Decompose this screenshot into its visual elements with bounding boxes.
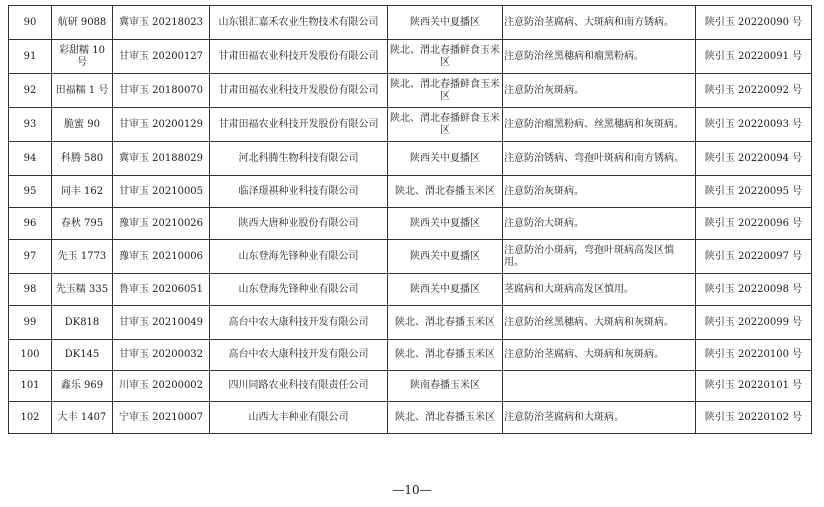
approval-number-cell: 甘审玉 20200129 (113, 108, 210, 142)
row-number-cell: 90 (9, 6, 52, 40)
variety-name-cell: 彩甜糯 10 号 (52, 40, 113, 74)
introduction-number-cell: 陕引玉 20220093 号 (696, 108, 812, 142)
table-row (9, 306, 812, 340)
approval-number-cell: 宁审玉 20210007 (113, 402, 210, 434)
table-row (9, 40, 812, 74)
introduction-number-cell: 陕引玉 20220090 号 (696, 6, 812, 40)
applicant-company-cell: 河北科腾生物科技有限公司 (210, 142, 388, 176)
variety-name-cell: 田福糯 1 号 (52, 74, 113, 108)
row-number-cell: 100 (9, 340, 52, 371)
row-number-cell: 99 (9, 306, 52, 340)
suitable-region-cell: 陕北、渭北春播玉米区 (388, 340, 503, 371)
cultivation-note-cell: 注意防治茎腐病和大斑病。 (503, 402, 696, 434)
suitable-region-cell: 陕南春播玉米区 (388, 371, 503, 402)
table-row (9, 340, 812, 371)
introduction-number-cell: 陕引玉 20220094 号 (696, 142, 812, 176)
variety-name-cell: DK818 (52, 306, 113, 340)
page-number: —10— (392, 483, 432, 497)
approval-number-cell: 豫审玉 20210006 (113, 240, 210, 274)
introduction-number-cell: 陕引玉 20220096 号 (696, 208, 812, 240)
suitable-region-cell: 陕北、渭北春播鲜食玉米区 (388, 74, 503, 108)
approval-number-cell: 川审玉 20200002 (113, 371, 210, 402)
row-number-cell: 96 (9, 208, 52, 240)
applicant-company-cell: 山东登海先锋种业有限公司 (210, 274, 388, 306)
approval-number-cell: 豫审玉 20210026 (113, 208, 210, 240)
table-row (9, 371, 812, 402)
suitable-region-cell: 陕北、渭北春播鲜食玉米区 (388, 108, 503, 142)
applicant-company-cell: 高台中农大康科技开发有限公司 (210, 306, 388, 340)
row-number-cell: 98 (9, 274, 52, 306)
variety-name-cell: 脆蜜 90 (52, 108, 113, 142)
applicant-company-cell: 四川同路农业科技有限责任公司 (210, 371, 388, 402)
cultivation-note-cell: 茎腐病和大斑病高发区慎用。 (503, 274, 696, 306)
introduction-number-cell: 陕引玉 20220097 号 (696, 240, 812, 274)
suitable-region-cell: 陕北、渭北春播玉米区 (388, 306, 503, 340)
applicant-company-cell: 高台中农大康科技开发有限公司 (210, 340, 388, 371)
introduction-number-cell: 陕引玉 20220092 号 (696, 74, 812, 108)
approval-number-cell: 甘审玉 20200032 (113, 340, 210, 371)
applicant-company-cell: 临泽璟祺种业科技有限公司 (210, 176, 388, 208)
cultivation-note-cell: 注意防治小斑病，弯孢叶斑病高发区慎用。 (503, 240, 696, 274)
row-number-cell: 97 (9, 240, 52, 274)
applicant-company-cell: 山东登海先锋种业有限公司 (210, 240, 388, 274)
cultivation-note-cell: 注意防治丝黑穗病和瘤黑粉病。 (503, 40, 696, 74)
cultivation-note-cell: 注意防治茎腐病、大斑病和灰斑病。 (503, 340, 696, 371)
cultivation-note-cell (503, 371, 696, 402)
variety-name-cell: 同丰 162 (52, 176, 113, 208)
approval-number-cell: 鲁审玉 20206051 (113, 274, 210, 306)
approval-number-cell: 冀审玉 20188029 (113, 142, 210, 176)
variety-name-cell: 大丰 1407 (52, 402, 113, 434)
introduction-number-cell: 陕引玉 20220091 号 (696, 40, 812, 74)
row-number-cell: 93 (9, 108, 52, 142)
approval-number-cell: 冀审玉 20218023 (113, 6, 210, 40)
approval-number-cell: 甘审玉 20200127 (113, 40, 210, 74)
suitable-region-cell: 陕西关中夏播区 (388, 208, 503, 240)
table-row (9, 108, 812, 142)
table-row (9, 240, 812, 274)
cultivation-note-cell: 注意防治灰斑病。 (503, 176, 696, 208)
row-number-cell: 94 (9, 142, 52, 176)
suitable-region-cell: 陕北、渭北春播玉米区 (388, 402, 503, 434)
table-row (9, 142, 812, 176)
approval-number-cell: 甘审玉 20210049 (113, 306, 210, 340)
cultivation-note-cell: 注意防治瘤黑粉病、丝黑穗病和灰斑病。 (503, 108, 696, 142)
cultivation-note-cell: 注意防治锈病、弯孢叶斑病和南方锈病。 (503, 142, 696, 176)
cultivation-note-cell: 注意防治大斑病。 (503, 208, 696, 240)
introduction-number-cell: 陕引玉 20220102 号 (696, 402, 812, 434)
suitable-region-cell: 陕西关中夏播区 (388, 274, 503, 306)
introduction-number-cell: 陕引玉 20220098 号 (696, 274, 812, 306)
variety-name-cell: 科腾 580 (52, 142, 113, 176)
row-number-cell: 102 (9, 402, 52, 434)
row-number-cell: 101 (9, 371, 52, 402)
applicant-company-cell: 山东银汇嘉禾农业生物技术有限公司 (210, 6, 388, 40)
variety-name-cell: 航研 9088 (52, 6, 113, 40)
cultivation-note-cell: 注意防治茎腐病、大斑病和南方锈病。 (503, 6, 696, 40)
applicant-company-cell: 甘肃田福农业科技开发股份有限公司 (210, 108, 388, 142)
suitable-region-cell: 陕北、渭北春播鲜食玉米区 (388, 40, 503, 74)
table-row (9, 208, 812, 240)
row-number-cell: 95 (9, 176, 52, 208)
suitable-region-cell: 陕西关中夏播区 (388, 142, 503, 176)
row-number-cell: 92 (9, 74, 52, 108)
variety-introduction-table (8, 5, 812, 434)
variety-name-cell: 先玉 1773 (52, 240, 113, 274)
suitable-region-cell: 陕北、渭北春播玉米区 (388, 176, 503, 208)
table-row (9, 402, 812, 434)
cultivation-note-cell: 注意防治丝黑穗病、大斑病和灰斑病。 (503, 306, 696, 340)
applicant-company-cell: 陕西大唐种业股份有限公司 (210, 208, 388, 240)
cultivation-note-cell: 注意防治灰斑病。 (503, 74, 696, 108)
applicant-company-cell: 甘肃田福农业科技开发股份有限公司 (210, 74, 388, 108)
approval-number-cell: 甘审玉 20180070 (113, 74, 210, 108)
table-row (9, 74, 812, 108)
introduction-number-cell: 陕引玉 20220095 号 (696, 176, 812, 208)
applicant-company-cell: 甘肃田福农业科技开发股份有限公司 (210, 40, 388, 74)
table-row (9, 274, 812, 306)
introduction-number-cell: 陕引玉 20220099 号 (696, 306, 812, 340)
table-row (9, 6, 812, 40)
introduction-number-cell: 陕引玉 20220101 号 (696, 371, 812, 402)
introduction-number-cell: 陕引玉 20220100 号 (696, 340, 812, 371)
approval-number-cell: 甘审玉 20210005 (113, 176, 210, 208)
row-number-cell: 91 (9, 40, 52, 74)
suitable-region-cell: 陕西关中夏播区 (388, 240, 503, 274)
variety-name-cell: 鑫乐 969 (52, 371, 113, 402)
variety-name-cell: DK145 (52, 340, 113, 371)
applicant-company-cell: 山西大丰种业有限公司 (210, 402, 388, 434)
variety-name-cell: 春秋 795 (52, 208, 113, 240)
suitable-region-cell: 陕西关中夏播区 (388, 6, 503, 40)
table-row (9, 176, 812, 208)
variety-name-cell: 先玉糯 335 (52, 274, 113, 306)
